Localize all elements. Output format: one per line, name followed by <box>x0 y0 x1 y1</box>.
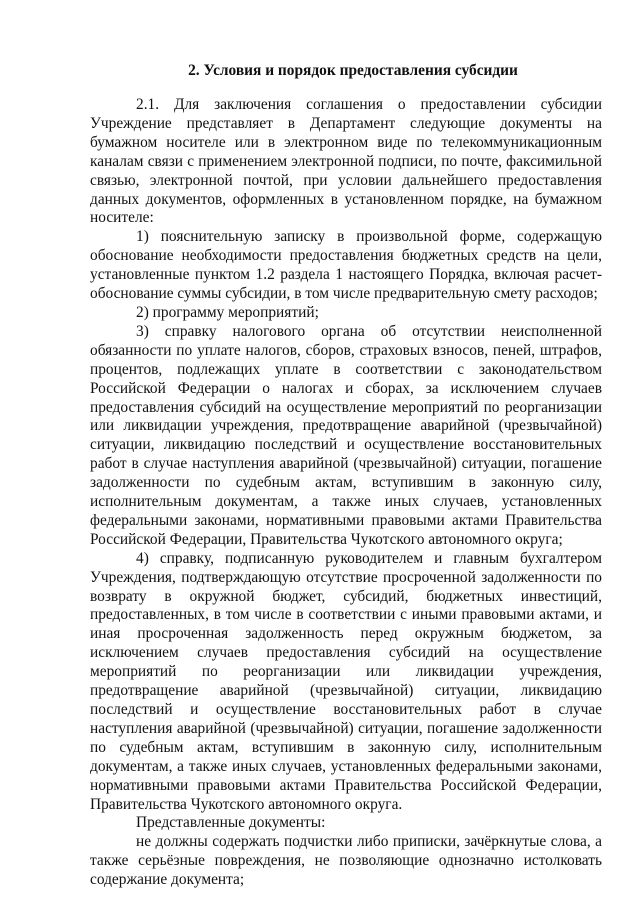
document-page <box>90 61 602 890</box>
list-item-4: 4) справку, подписанную руководителем и главным бухгалтером Учреждения, подтверждающую отсутствие просроченной задолженности по возврату в окружной бюджет, субсидий, бюджетных инвестиций, предоставленных, в том числе в соответствии с иными правовыми актами, и иная просроченная задолженность перед окружным бюджетом, за исключением случаев предоставления субсидий на осуществление мероприятий по реорганизации или ликвидации учреждения, предотвращение аварийной (чрезвычайной) ситуации, ликвидацию последствий и осуществление восстановительных работ в случае наступления аварийной (чрезвычайной) ситуации, погашение задолженности по судебным актам, вступившим в законную силу, исполнительным документам, а также иных случаев, установленных федеральными законами, нормативными правовыми актами Правительства Российской Федерации, Правительства Чукотского автономного округа. <box>90 549 602 813</box>
list-item-3: 3) справку налогового органа об отсутствии неисполненной обязанности по уплате налогов, сборов, страховых взносов, пеней, штрафов, процентов, подлежащих уплате в соответствии с законодательством Российской Федерации о налогах и сборах, за исключением случаев предоставления субсидий на осуществление мероприятий по реорганизации или ликвидации учреждения, предотвращение аварийной (чрезвычайной) ситуации, ликвидацию последствий и осуществление восстановительных работ в случае наступления аварийной (чрезвычайной) ситуации, погашение задолженности по судебным актам, вступившим в законную силу, исполнительным документам, а также иных случаев, установленных федеральными законами, нормативными правовыми актами Правительства Российской Федерации, Правительства Чукотского автономного округа; <box>90 322 602 548</box>
documents-intro: Представленные документы: <box>136 814 326 832</box>
section-heading: 2. Условия и порядок предоставления субсидии <box>188 62 518 79</box>
list-item-2: 2) программу мероприятий; <box>136 303 319 321</box>
paragraph-2-1: 2.1. Для заключения соглашения о предоставлении субсидии Учреждение представляет в Департамент следующие документы на бумажном носителе или в электронном виде по телекоммуникационным каналам связи с применением электронной подписи, по почте, факсимильной связью, электронной почтой, при условии дальнейшего предоставления данных документов, оформленных в установленном порядке, на бумажном носителе: <box>90 96 602 227</box>
list-item-1: 1) пояснительную записку в произвольной форме, содержащую обоснование необходимости предоставления бюджетных средств на цели, установленные пунктом 1.2 раздела 1 настоящего Порядка, включая расчет-обоснование суммы субсидии, в том числе предварительную смету расходов; <box>90 228 602 303</box>
documents-requirement: не должны содержать подчистки либо приписки, зачёркнутые слова, а также серьёзные повреждения, не позволяющие однозначно истолковать содержание документа; <box>90 833 602 889</box>
